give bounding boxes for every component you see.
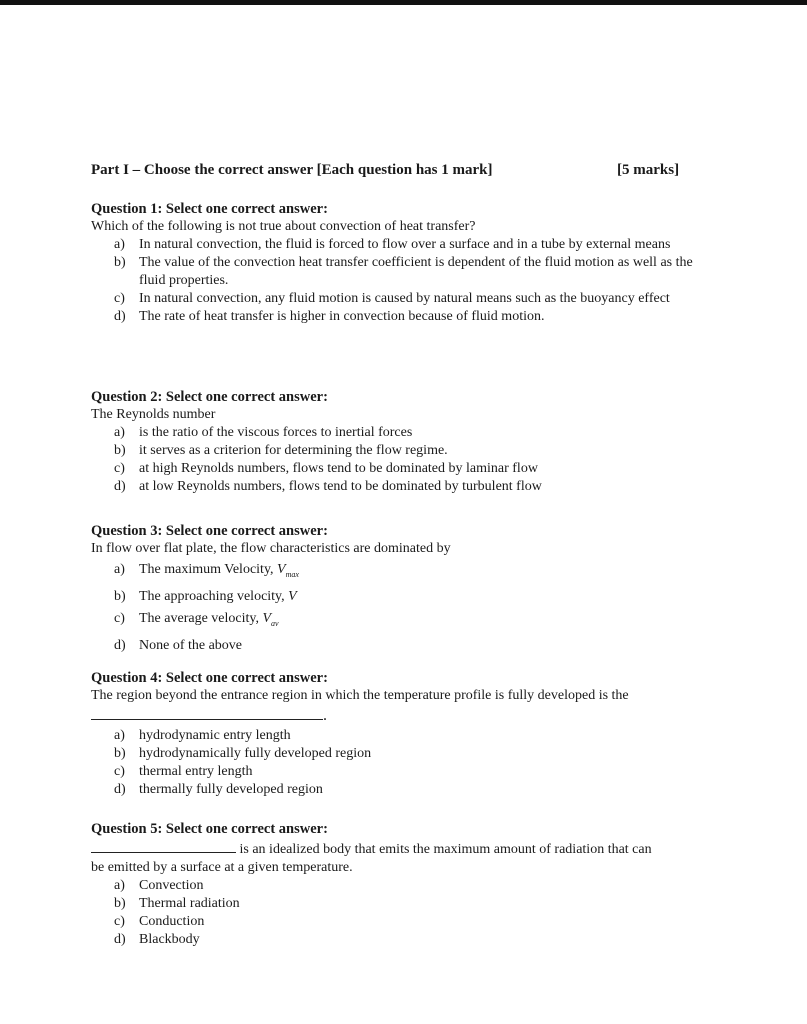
option-letter: c) bbox=[114, 610, 125, 626]
question-2 bbox=[91, 388, 721, 496]
option-d[interactable] bbox=[91, 308, 721, 326]
option-letter: d) bbox=[114, 637, 126, 653]
option-letter: b) bbox=[114, 255, 126, 270]
option-b[interactable] bbox=[91, 588, 721, 606]
question-3 bbox=[91, 522, 721, 655]
option-b[interactable] bbox=[91, 895, 721, 913]
option-text: hydrodynamically fully developed region bbox=[139, 746, 372, 761]
option-text: thermally fully developed region bbox=[139, 782, 323, 797]
question-1 bbox=[91, 200, 721, 326]
question-stem: The Reynolds number bbox=[91, 407, 216, 422]
option-d[interactable] bbox=[91, 637, 721, 655]
question-title: Question 2: Select one correct answer: bbox=[91, 389, 328, 405]
option-letter: c) bbox=[114, 914, 125, 929]
option-list bbox=[91, 561, 721, 655]
stem-line-1: is an idealized body that emits the maximum amount of radiation that can bbox=[239, 842, 652, 857]
option-list bbox=[91, 727, 721, 799]
option-text: In natural convection, the fluid is forced to flow over a surface and in a tube by external means bbox=[139, 237, 671, 252]
option-letter: c) bbox=[114, 461, 125, 476]
option-c[interactable] bbox=[91, 290, 721, 308]
option-b[interactable] bbox=[91, 254, 721, 290]
option-letter: a) bbox=[114, 425, 125, 440]
answer-blank-line: . bbox=[91, 705, 721, 727]
option-text bbox=[139, 588, 713, 606]
question-title: Question 5: Select one correct answer: bbox=[91, 821, 328, 837]
option-d[interactable] bbox=[91, 478, 721, 496]
option-list bbox=[91, 877, 721, 949]
option-text: at low Reynolds numbers, flows tend to be dominated by turbulent flow bbox=[139, 479, 542, 494]
option-letter: c) bbox=[114, 764, 125, 779]
question-stem bbox=[91, 838, 721, 859]
option-c[interactable] bbox=[91, 460, 721, 478]
option-letter: d) bbox=[114, 479, 126, 494]
option-letter: d) bbox=[114, 932, 126, 947]
option-a[interactable] bbox=[91, 877, 721, 895]
option-letter: a) bbox=[114, 562, 125, 577]
option-text: thermal entry length bbox=[139, 764, 253, 779]
option-a[interactable] bbox=[91, 236, 721, 254]
question-stem: Which of the following is not true about convection of heat transfer? bbox=[91, 219, 476, 234]
option-c[interactable] bbox=[91, 610, 721, 633]
option-text: Conduction bbox=[139, 914, 205, 929]
option-text: it serves as a criterion for determining the flow regime. bbox=[139, 443, 448, 458]
option-letter: a) bbox=[114, 878, 125, 893]
option-letter: a) bbox=[114, 237, 125, 252]
option-text bbox=[139, 610, 713, 633]
question-5 bbox=[91, 820, 721, 949]
option-letter: b) bbox=[114, 746, 126, 761]
velocity-symbol: $V_{av}$ bbox=[262, 610, 279, 628]
question-stem: The region beyond the entrance region in which the temperature profile is fully developed is the bbox=[91, 688, 629, 703]
option-text: Thermal radiation bbox=[139, 896, 240, 911]
option-letter: d) bbox=[114, 782, 126, 797]
option-text: The rate of heat transfer is higher in convection because of fluid motion. bbox=[139, 309, 545, 324]
option-text: None of the above bbox=[139, 637, 243, 653]
option-label: The average velocity, bbox=[139, 610, 259, 626]
question-title: Question 3: Select one correct answer: bbox=[91, 523, 328, 539]
option-letter: b) bbox=[114, 443, 126, 458]
option-letter: a) bbox=[114, 728, 125, 743]
option-label: The maximum Velocity, bbox=[139, 562, 274, 577]
question-stem: In flow over flat plate, the flow characteristics are dominated by bbox=[91, 541, 451, 556]
option-a[interactable] bbox=[91, 727, 721, 745]
option-list bbox=[91, 236, 721, 326]
option-list bbox=[91, 424, 721, 496]
option-letter: b) bbox=[114, 588, 126, 604]
option-letter: c) bbox=[114, 291, 125, 306]
question-title: Question 4: Select one correct answer: bbox=[91, 670, 328, 686]
part-header bbox=[91, 162, 691, 179]
option-d[interactable] bbox=[91, 781, 721, 799]
option-text: Blackbody bbox=[139, 932, 200, 947]
option-text: In natural convection, any fluid motion is caused by natural means such as the buoyancy effect bbox=[139, 291, 670, 306]
option-letter: b) bbox=[114, 896, 126, 911]
option-letter: d) bbox=[114, 309, 126, 324]
option-text: at high Reynolds numbers, flows tend to be dominated by laminar flow bbox=[139, 461, 538, 476]
option-c[interactable] bbox=[91, 763, 721, 781]
answer-blank[interactable] bbox=[91, 705, 323, 720]
answer-blank[interactable] bbox=[91, 838, 236, 853]
option-text: Convection bbox=[139, 878, 204, 893]
velocity-symbol: V bbox=[288, 588, 297, 604]
option-a[interactable] bbox=[91, 424, 721, 442]
option-c[interactable] bbox=[91, 913, 721, 931]
option-text bbox=[139, 561, 713, 584]
option-d[interactable] bbox=[91, 931, 721, 949]
stem-line-2: be emitted by a surface at a given temperature. bbox=[91, 860, 353, 875]
question-title: Question 1: Select one correct answer: bbox=[91, 201, 328, 217]
part-title: Part I – Choose the correct answer [Each question has 1 mark] bbox=[91, 162, 493, 178]
option-a[interactable] bbox=[91, 561, 721, 584]
option-text: The value of the convection heat transfer coefficient is dependent of the fluid motion as well as the fluid properties. bbox=[139, 255, 693, 288]
option-b[interactable] bbox=[91, 442, 721, 460]
part-marks: [5 marks] bbox=[617, 162, 680, 178]
option-text: is the ratio of the viscous forces to inertial forces bbox=[139, 425, 413, 440]
option-b[interactable] bbox=[91, 745, 721, 763]
question-4 bbox=[91, 669, 721, 799]
velocity-symbol: $V_{max}$ bbox=[277, 562, 299, 579]
option-text: hydrodynamic entry length bbox=[139, 728, 291, 743]
option-label: The approaching velocity, bbox=[139, 588, 285, 604]
